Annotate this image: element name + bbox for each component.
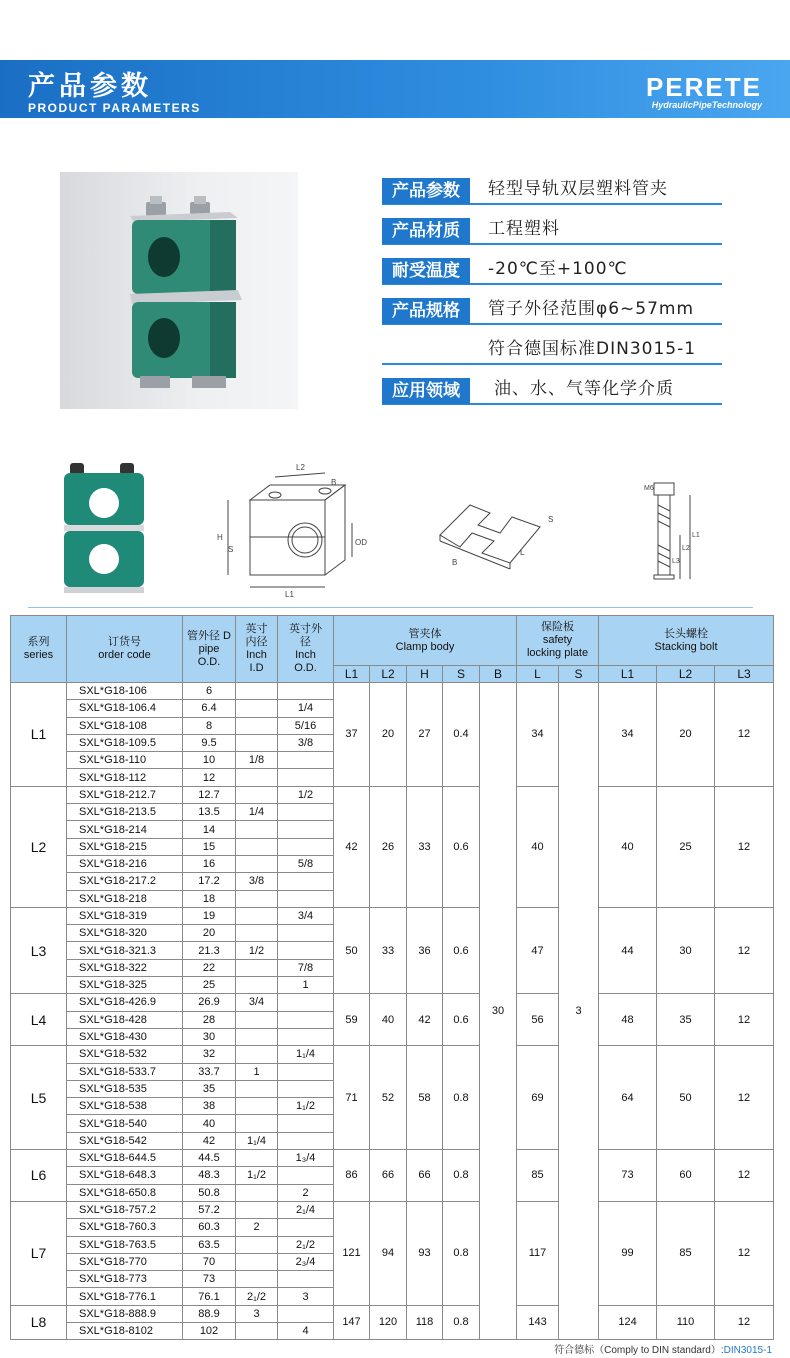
pipe-od-cell: 14	[183, 821, 236, 838]
svg-text:B: B	[452, 558, 458, 567]
clamp-l1-cell: 37	[334, 683, 370, 787]
order-code-cell: SXL*G18-320	[67, 925, 183, 942]
pipe-od-cell: 35	[183, 1080, 236, 1097]
order-code-cell: SXL*G18-428	[67, 1011, 183, 1028]
inch-od-cell	[278, 769, 334, 786]
inch-od-cell	[278, 683, 334, 700]
inch-id-cell	[236, 1271, 278, 1288]
inch-od-cell: 7/8	[278, 959, 334, 976]
pipe-od-cell: 17.2	[183, 873, 236, 890]
svg-text:S: S	[548, 515, 554, 524]
inch-id-cell: 3/4	[236, 994, 278, 1011]
param-label: 应用领域	[382, 378, 470, 404]
inch-id-cell: 2	[236, 1219, 278, 1236]
inch-od-cell: 3/4	[278, 907, 334, 924]
clamp-l2-cell: 52	[370, 1046, 407, 1150]
plate-l-cell: 117	[517, 1201, 559, 1305]
order-code-cell: SXL*G18-542	[67, 1132, 183, 1149]
plate-l-cell: 56	[517, 994, 559, 1046]
inch-od-cell: 3/8	[278, 734, 334, 751]
order-code-cell: SXL*G18-106.4	[67, 700, 183, 717]
pipe-od-cell: 20	[183, 925, 236, 942]
inch-od-cell	[278, 804, 334, 821]
param-value: 工程塑料	[488, 219, 560, 239]
table-row	[11, 786, 774, 803]
svg-text:L3: L3	[672, 558, 680, 565]
pipe-od-cell: 8	[183, 717, 236, 734]
order-code-cell: SXL*G18-8102	[67, 1322, 183, 1339]
svg-text:B: B	[331, 478, 337, 487]
clamp-s-cell: 0.8	[443, 1046, 480, 1150]
pipe-od-cell: 13.5	[183, 804, 236, 821]
inch-od-cell	[278, 821, 334, 838]
clamp-l2-cell: 20	[370, 683, 407, 787]
inch-id-cell: 3	[236, 1305, 278, 1322]
svg-text:H: H	[217, 533, 223, 542]
inch-id-cell	[236, 1253, 278, 1270]
inch-id-cell: 1₁/4	[236, 1132, 278, 1149]
clamp-s-cell: 0.6	[443, 994, 480, 1046]
param-label: 产品材质	[382, 218, 470, 244]
order-code-cell: SXL*G18-426.9	[67, 994, 183, 1011]
param-value: 油、水、气等化学介质	[494, 379, 674, 399]
order-code-cell: SXL*G18-776.1	[67, 1288, 183, 1305]
order-code-cell: SXL*G18-760.3	[67, 1219, 183, 1236]
pipe-od-cell: 32	[183, 1046, 236, 1063]
inch-id-cell	[236, 855, 278, 872]
order-code-cell: SXL*G18-110	[67, 752, 183, 769]
clamp-l1-cell: 59	[334, 994, 370, 1046]
pipe-od-cell: 50.8	[183, 1184, 236, 1201]
pipe-od-cell: 33.7	[183, 1063, 236, 1080]
bolt-l3-cell: 12	[715, 994, 774, 1046]
clamp-l2-cell: 120	[370, 1305, 407, 1340]
plate-l-cell: 47	[517, 907, 559, 993]
col-order-code: 订货号 order code	[67, 616, 183, 683]
order-code-cell: SXL*G18-650.8	[67, 1184, 183, 1201]
inch-od-cell: 5/8	[278, 855, 334, 872]
table-row	[11, 1201, 774, 1218]
table-row	[11, 1150, 774, 1167]
inch-id-cell	[236, 786, 278, 803]
inch-od-cell: 1₃/4	[278, 1150, 334, 1167]
clamp-l2-cell: 33	[370, 907, 407, 993]
inch-id-cell: 1/2	[236, 942, 278, 959]
pipe-od-cell: 22	[183, 959, 236, 976]
din-code: DIN3015-1	[723, 1345, 772, 1356]
bolt-l3-cell: 12	[715, 1201, 774, 1305]
bolt-l2-cell: 35	[657, 994, 715, 1046]
pipe-od-cell: 57.2	[183, 1201, 236, 1218]
order-code-cell: SXL*G18-888.9	[67, 1305, 183, 1322]
pipe-od-cell: 73	[183, 1271, 236, 1288]
col-locking-plate: 保险板 safety locking plate	[517, 616, 599, 666]
inch-id-cell	[236, 821, 278, 838]
plate-l-cell: 69	[517, 1046, 559, 1150]
inch-id-cell	[236, 683, 278, 700]
pipe-od-cell: 16	[183, 855, 236, 872]
inch-od-cell	[278, 1011, 334, 1028]
brand-logo: PERETE	[645, 72, 762, 102]
order-code-cell: SXL*G18-112	[67, 769, 183, 786]
inch-id-cell	[236, 1201, 278, 1218]
inch-od-cell	[278, 1219, 334, 1236]
pipe-od-cell: 38	[183, 1098, 236, 1115]
pipe-od-cell: 26.9	[183, 994, 236, 1011]
param-value: 轻型导轨双层塑料管夹	[488, 179, 668, 199]
clamp-l1-cell: 71	[334, 1046, 370, 1150]
bolt-l3-cell: 12	[715, 1046, 774, 1150]
clamp-s-cell: 0.8	[443, 1201, 480, 1305]
table-row	[11, 994, 774, 1011]
clamp-h-cell: 66	[407, 1150, 443, 1202]
clamp-thumbnail	[64, 463, 144, 593]
inch-od-cell	[278, 838, 334, 855]
clamp-s-cell: 0.6	[443, 907, 480, 993]
clamp-h-cell: 118	[407, 1305, 443, 1340]
pipe-od-cell: 40	[183, 1115, 236, 1132]
bolt-l1-cell: 99	[599, 1201, 657, 1305]
pipe-od-cell: 18	[183, 890, 236, 907]
series-cell: L3	[11, 907, 67, 993]
inch-id-cell	[236, 1236, 278, 1253]
pipe-od-cell: 76.1	[183, 1288, 236, 1305]
brand-slogan: HydraulicPipeTechnology	[651, 100, 762, 110]
clamp-s-cell: 0.6	[443, 786, 480, 907]
pipe-od-cell: 63.5	[183, 1236, 236, 1253]
pipe-od-cell: 19	[183, 907, 236, 924]
order-code-cell: SXL*G18-319	[67, 907, 183, 924]
order-code-cell: SXL*G18-216	[67, 855, 183, 872]
param-row-application	[382, 375, 722, 405]
inch-od-cell: 1	[278, 977, 334, 994]
inch-id-cell	[236, 1080, 278, 1097]
order-code-cell: SXL*G18-217.2	[67, 873, 183, 890]
inch-od-cell	[278, 873, 334, 890]
pipe-od-cell: 30	[183, 1028, 236, 1045]
pipe-od-cell: 28	[183, 1011, 236, 1028]
svg-text:L1: L1	[285, 590, 294, 599]
inch-od-cell: 2₁/4	[278, 1201, 334, 1218]
bolt-l2-cell: 25	[657, 786, 715, 907]
bolt-l2-cell: 85	[657, 1201, 715, 1305]
bolt-l1-cell: 44	[599, 907, 657, 993]
bolt-l2-cell: 60	[657, 1150, 715, 1202]
inch-od-cell: 1/4	[278, 700, 334, 717]
bolt-l3-cell: 12	[715, 907, 774, 993]
inch-id-cell	[236, 700, 278, 717]
col-pipe-od: 管外径 D pipe O.D.	[183, 616, 236, 683]
inch-od-cell	[278, 1063, 334, 1080]
inch-id-cell	[236, 1150, 278, 1167]
inch-od-cell: 1/2	[278, 786, 334, 803]
header-banner	[0, 60, 790, 118]
series-cell: L2	[11, 786, 67, 907]
svg-text:L: L	[520, 548, 525, 557]
clamp-l2-cell: 40	[370, 994, 407, 1046]
clamp-h-cell: 93	[407, 1201, 443, 1305]
order-code-cell: SXL*G18-212.7	[67, 786, 183, 803]
order-code-cell: SXL*G18-109.5	[67, 734, 183, 751]
param-value: 符合德国标准DIN3015-1	[488, 339, 697, 359]
inch-id-cell	[236, 1028, 278, 1045]
clamp-l1-cell: 147	[334, 1305, 370, 1340]
order-code-cell: SXL*G18-540	[67, 1115, 183, 1132]
bolt-l2-cell: 50	[657, 1046, 715, 1150]
order-code-cell: SXL*G18-213.5	[67, 804, 183, 821]
order-code-cell: SXL*G18-644.5	[67, 1150, 183, 1167]
inch-id-cell: 1	[236, 1063, 278, 1080]
order-code-cell: SXL*G18-538	[67, 1098, 183, 1115]
bolt-l1-cell: 34	[599, 683, 657, 787]
inch-od-cell	[278, 1080, 334, 1097]
inch-id-cell	[236, 838, 278, 855]
order-code-cell: SXL*G18-533.7	[67, 1063, 183, 1080]
clamp-l1-cell: 42	[334, 786, 370, 907]
col-clamp-body: 管夹体 Clamp body	[334, 616, 517, 666]
inch-od-cell: 4	[278, 1322, 334, 1339]
clamp-h-cell: 27	[407, 683, 443, 787]
bolt-l1-cell: 64	[599, 1046, 657, 1150]
bolt-l2-cell: 110	[657, 1305, 715, 1340]
inch-id-cell	[236, 977, 278, 994]
param-value: -20℃至+100℃	[488, 259, 628, 279]
inch-od-cell	[278, 1305, 334, 1322]
inch-od-cell: 3	[278, 1288, 334, 1305]
clamp-l1-cell: 121	[334, 1201, 370, 1305]
inch-id-cell: 1/4	[236, 804, 278, 821]
param-label: 产品规格	[382, 298, 470, 324]
param-row-name	[382, 175, 722, 205]
bolt-l1-cell: 40	[599, 786, 657, 907]
inch-od-cell	[278, 925, 334, 942]
bolt-l1-cell: 48	[599, 994, 657, 1046]
inch-id-cell	[236, 907, 278, 924]
series-cell: L8	[11, 1305, 67, 1340]
clamp-s-cell: 0.8	[443, 1150, 480, 1202]
series-cell: L7	[11, 1201, 67, 1305]
order-code-cell: SXL*G18-763.5	[67, 1236, 183, 1253]
sub-header: L1	[334, 666, 370, 683]
sub-header: H	[407, 666, 443, 683]
order-code-cell: SXL*G18-532	[67, 1046, 183, 1063]
inch-id-cell	[236, 959, 278, 976]
series-cell: L4	[11, 994, 67, 1046]
inch-id-cell	[236, 890, 278, 907]
pipe-od-cell: 25	[183, 977, 236, 994]
svg-text:L2: L2	[682, 545, 690, 552]
pipe-od-cell: 102	[183, 1322, 236, 1339]
bolt-l1-cell: 124	[599, 1305, 657, 1340]
param-label: 耐受温度	[382, 258, 470, 284]
plate-l-cell: 143	[517, 1305, 559, 1340]
table-row	[11, 1305, 774, 1322]
pipe-od-cell: 48.3	[183, 1167, 236, 1184]
sub-header: L3	[715, 666, 774, 683]
inch-id-cell: 1/8	[236, 752, 278, 769]
inch-id-cell	[236, 1184, 278, 1201]
order-code-cell: SXL*G18-325	[67, 977, 183, 994]
pipe-od-cell: 6	[183, 683, 236, 700]
clamp-b-cell: 30	[480, 683, 517, 1340]
inch-od-cell: 2₁/2	[278, 1236, 334, 1253]
order-code-cell: SXL*G18-218	[67, 890, 183, 907]
sub-header: S	[559, 666, 599, 683]
inch-od-cell	[278, 1271, 334, 1288]
inch-id-cell	[236, 1115, 278, 1132]
page-title: 产品参数	[28, 71, 152, 102]
inch-od-cell: 5/16	[278, 717, 334, 734]
spec-table	[10, 615, 774, 1340]
inch-id-cell	[236, 717, 278, 734]
plate-s-cell: 3	[559, 683, 599, 1340]
param-row-material	[382, 215, 722, 245]
order-code-cell: SXL*G18-214	[67, 821, 183, 838]
order-code-cell: SXL*G18-108	[67, 717, 183, 734]
inch-id-cell	[236, 734, 278, 751]
plate-l-cell: 40	[517, 786, 559, 907]
clamp-h-cell: 33	[407, 786, 443, 907]
inch-id-cell	[236, 1046, 278, 1063]
bolt-l3-cell: 12	[715, 683, 774, 787]
series-cell: L6	[11, 1150, 67, 1202]
pipe-od-cell: 6.4	[183, 700, 236, 717]
table-row	[11, 1046, 774, 1063]
pipe-od-cell: 42	[183, 1132, 236, 1149]
inch-od-cell	[278, 942, 334, 959]
order-code-cell: SXL*G18-322	[67, 959, 183, 976]
order-code-cell: SXL*G18-215	[67, 838, 183, 855]
param-row-spec	[382, 295, 722, 325]
inch-od-cell	[278, 1028, 334, 1045]
series-cell: L1	[11, 683, 67, 787]
table-row	[11, 683, 774, 700]
inch-od-cell: 2	[278, 1184, 334, 1201]
sub-header: L1	[599, 666, 657, 683]
page-subtitle: PRODUCT PARAMETERS	[28, 101, 201, 115]
product-photo	[60, 172, 298, 409]
order-code-cell: SXL*G18-648.3	[67, 1167, 183, 1184]
inch-id-cell	[236, 1322, 278, 1339]
order-code-cell: SXL*G18-535	[67, 1080, 183, 1097]
pipe-od-cell: 9.5	[183, 734, 236, 751]
inch-id-cell: 2₁/2	[236, 1288, 278, 1305]
order-code-cell: SXL*G18-106	[67, 683, 183, 700]
inch-od-cell	[278, 1167, 334, 1184]
inch-od-cell	[278, 752, 334, 769]
svg-text:OD: OD	[355, 538, 367, 547]
order-code-cell: SXL*G18-430	[67, 1028, 183, 1045]
inch-od-cell: 1₁/4	[278, 1046, 334, 1063]
svg-text:M6: M6	[644, 485, 654, 492]
param-label: 产品参数	[382, 178, 470, 204]
technical-drawings	[0, 455, 790, 605]
pipe-od-cell: 15	[183, 838, 236, 855]
col-stacking-bolt: 长头螺栓 Stacking bolt	[599, 616, 774, 666]
svg-text:L2: L2	[296, 463, 305, 472]
svg-text:S: S	[228, 545, 234, 554]
standard-footnote	[554, 1341, 772, 1356]
clamp-l2-cell: 66	[370, 1150, 407, 1202]
order-code-cell: SXL*G18-770	[67, 1253, 183, 1270]
inch-od-cell	[278, 1132, 334, 1149]
bolt-l1-cell: 73	[599, 1150, 657, 1202]
sub-header: B	[480, 666, 517, 683]
pipe-od-cell: 60.3	[183, 1219, 236, 1236]
inch-od-cell	[278, 994, 334, 1011]
inch-od-cell	[278, 1115, 334, 1132]
inch-od-cell: 2₃/4	[278, 1253, 334, 1270]
inch-id-cell: 3/8	[236, 873, 278, 890]
series-cell: L5	[11, 1046, 67, 1150]
order-code-cell: SXL*G18-773	[67, 1271, 183, 1288]
pipe-od-cell: 12	[183, 769, 236, 786]
bolt-l3-cell: 12	[715, 1150, 774, 1202]
order-code-cell: SXL*G18-757.2	[67, 1201, 183, 1218]
inch-id-cell: 1₁/2	[236, 1167, 278, 1184]
clamp-s-cell: 0.4	[443, 683, 480, 787]
pipe-od-cell: 10	[183, 752, 236, 769]
table-row	[11, 907, 774, 924]
plate-l-cell: 85	[517, 1150, 559, 1202]
footnote-text: 符合德标（Comply to DIN standard）:	[554, 1345, 724, 1356]
sub-header: L2	[657, 666, 715, 683]
inch-id-cell	[236, 925, 278, 942]
plate-l-cell: 34	[517, 683, 559, 787]
bolt-l3-cell: 12	[715, 1305, 774, 1340]
clamp-drawing	[228, 473, 352, 587]
sub-header: S	[443, 666, 480, 683]
order-code-cell: SXL*G18-321.3	[67, 942, 183, 959]
clamp-l2-cell: 94	[370, 1201, 407, 1305]
pipe-od-cell: 12.7	[183, 786, 236, 803]
section-divider	[28, 607, 753, 608]
pipe-od-cell: 44.5	[183, 1150, 236, 1167]
inch-id-cell	[236, 769, 278, 786]
clamp-h-cell: 42	[407, 994, 443, 1046]
clamp-h-cell: 36	[407, 907, 443, 993]
sub-header: L2	[370, 666, 407, 683]
clamp-l1-cell: 50	[334, 907, 370, 993]
col-inch-id: 英寸 内径 Inch I.D	[236, 616, 278, 683]
col-inch-od: 英寸外 径 Inch O.D.	[278, 616, 334, 683]
inch-id-cell	[236, 1011, 278, 1028]
param-value: 管子外径范围φ6~57mm	[488, 299, 695, 319]
inch-id-cell	[236, 1098, 278, 1115]
pipe-od-cell: 70	[183, 1253, 236, 1270]
pipe-od-cell: 21.3	[183, 942, 236, 959]
bolt-l3-cell: 12	[715, 786, 774, 907]
inch-od-cell: 1₁/2	[278, 1098, 334, 1115]
svg-text:L1: L1	[692, 532, 700, 539]
sub-header: L	[517, 666, 559, 683]
clamp-l2-cell: 26	[370, 786, 407, 907]
inch-od-cell	[278, 890, 334, 907]
clamp-h-cell: 58	[407, 1046, 443, 1150]
clamp-s-cell: 0.8	[443, 1305, 480, 1340]
bolt-l2-cell: 20	[657, 683, 715, 787]
clamp-l1-cell: 86	[334, 1150, 370, 1202]
pipe-od-cell: 88.9	[183, 1305, 236, 1322]
bolt-l2-cell: 30	[657, 907, 715, 993]
col-series: 系列 series	[11, 616, 67, 683]
param-row-temperature	[382, 255, 722, 285]
param-row-standard	[382, 335, 722, 365]
